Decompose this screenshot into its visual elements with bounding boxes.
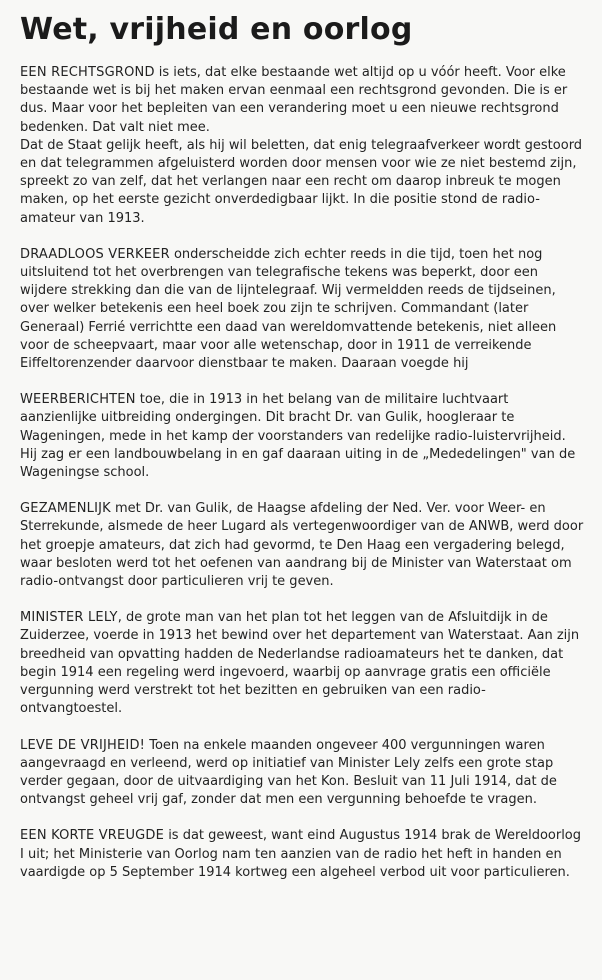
paragraph-draadloos-verkeer <box>20 246 585 373</box>
paragraph-text <box>20 500 585 591</box>
paragraph-body: is dat geweest, want eind Augustus 1914 brak de Wereldoorlog I uit; het Ministerie van Oorlog nam ten aanzien van de radio het heft in handen en vaardigde op 5 September 1914 kortweg een algeheel verbod uit voor particulieren. <box>20 828 582 880</box>
paragraph-lead: EEN KORTE VREUGDE <box>20 828 165 844</box>
paragraph-text <box>20 246 585 373</box>
paragraph-body-continued: Dat de Staat gelijk heeft, als hij wil beletten, dat enig telegraafverkeer wordt gestoord en dat telegrammen afgeluisterd worden door mensen voor wie ze niet bestemd zijn, spreekt zo van zelf, dat het verlangen naar een recht om daarop inbreuk te mogen maken, op het eerste gezicht onverdedigbaar lijkt. In die positie stond de radio-amateur van 1913. <box>20 137 583 226</box>
paragraph-minister-lely <box>20 609 585 718</box>
paragraph-text <box>20 609 585 718</box>
paragraph-lead: WEERBERICHTEN <box>20 392 136 408</box>
paragraph-text <box>20 827 585 882</box>
paragraph-leve-de-vrijheid <box>20 737 585 810</box>
article-body <box>20 64 585 900</box>
paragraph-text <box>20 737 585 810</box>
paragraph-body: met Dr. van Gulik, de Haagse afdeling der Ned. Ver. voor Weer- en Sterrekunde, alsmede de heer Lugard als vertegenwoordiger van de ANWB, werd door het groepje amateurs, dat zich had gevormd, te Den Haag een vergadering belegd, waar besloten werd tot het oefenen van aandrang bij de Minister van Waterstaat om radio-ontvangst door particulieren vrij te geven. <box>20 501 584 590</box>
paragraph-lead: EEN RECHTSGROND <box>20 65 155 80</box>
paragraph-lead: LEVE DE VRIJHEID! <box>20 737 146 753</box>
paragraph-body: onderscheidde zich echter reeds in die tijd, toen het nog uitsluitend tot het overbrengen van telegrafische tekens was beperkt, door een wijdere strekking dan die van de lijntelegraaf. Wij vermeldden reeds de tijdseinen, over welker betekenis een heel boek zou zijn te schrijven. Commandant (later Generaal) Ferrié verrichtte een daad van wereldomvattende betekenis, niet alleen voor de scheepvaart, maar voor alle wetenschap, door in 1911 de verreikende Eiffeltorenzender daarvoor dienstbaar te maken. Daaraan voegde hij <box>20 246 557 372</box>
paragraph-body: is iets, dat elke bestaande wet altijd op u vóór heeft. Voor elke bestaande wet is bij het maken ervan eenmaal een rechtsgrond gevonden. Die is er dus. Maar voor het bepleiten van een verandering moet u een nieuwe rechtsgrond bedenken. Dat valt niet mee. <box>20 65 568 135</box>
paragraph-rechtsgrond <box>20 64 585 228</box>
paragraph-korte-vreugde <box>20 827 585 882</box>
paragraph-body: Toen na enkele maanden ongeveer 400 vergunningen waren aangevraagd en verleend, werd op initiatief van Minister Lely zelfs een grote stap verder gegaan, door de uitvaardiging van het Kon. Besluit van 11 Juli 1914, dat de ontvangst geheel vrij gaf, zonder dat men een vergunning behoefde te vragen. <box>20 737 557 808</box>
paragraph-weerberichten <box>20 391 585 482</box>
paragraph-gezamenlijk <box>20 500 585 591</box>
paragraph-text <box>20 64 585 137</box>
paragraph-lead: DRAADLOOS VERKEER <box>20 246 170 262</box>
paragraph-body: toe, die in 1913 in het belang van de militaire luchtvaart aanzienlijke uitbreiding ondergingen. Dit bracht Dr. van Gulik, hoogleraar te Wageningen, mede in het kamp der voorstanders van redelijke radio-luistervrijheid. Hij zag er een landbouwbelang in en gaf daaraan uiting in de „Mededelingen" van de Wageningse school. <box>20 392 576 481</box>
paragraph-body: , de grote man van het plan tot het leggen van de Afsluitdijk in de Zuiderzee, voerde in 1913 het bewind over het departement van Waterstaat. Aan zijn breedheid van opvatting hadden de Nederlandse radioamateurs het te danken, dat begin 1914 een regeling werd ingevoerd, waarbij op aanvrage gratis een officiële vergunning werd verstrekt tot het bezitten en gebruiken van een radio-ontvangtoestel. <box>20 610 580 717</box>
paragraph-lead: MINISTER LELY <box>20 610 118 626</box>
paragraph-lead: GEZAMENLIJK <box>20 501 111 517</box>
page-title: Wet, vrijheid en oorlog <box>20 12 413 47</box>
paragraph-text <box>20 391 585 482</box>
